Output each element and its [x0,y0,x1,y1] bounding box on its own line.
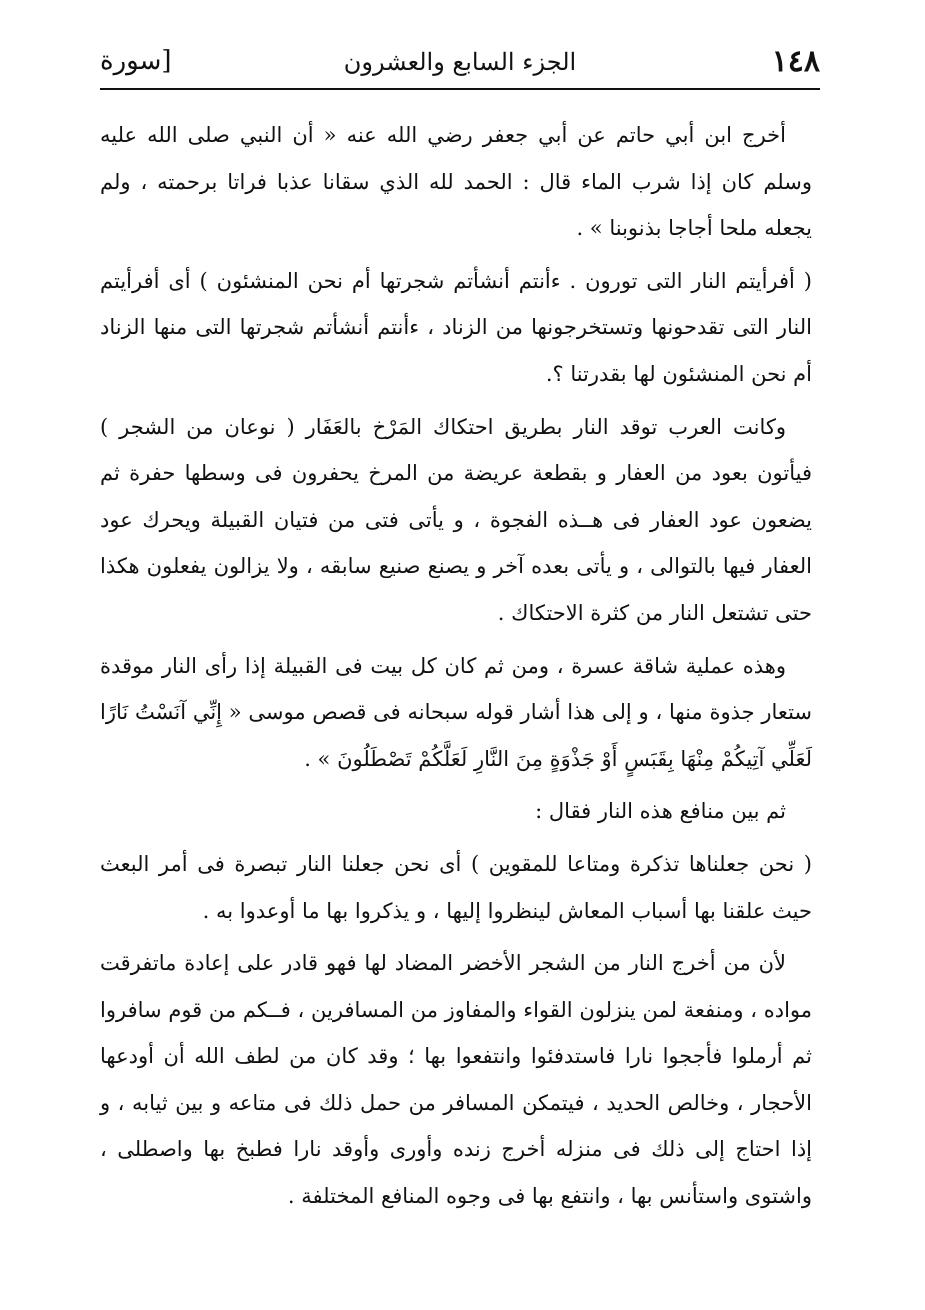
paragraph-verse-reminder: ( نحن جعلناها تذكرة ومتاعا للمقوين ) أى نحن جعلنا النار تبصرة فى أمر البعث حيث علقنا بها أسباب المعاش لينظروا إليها ، و يذكروا بها ما أوعدوا به . [100,851,812,923]
paragraph-arab-fire: وكانت العرب توقد النار بطريق احتكاك المَرْخ بالعَفَار ( نوعان من الشجر ) فيأتون بعود من العفار و بقطعة عريضة من المرخ يحفرون فى وسطها حفرة ثم يضعون عود العفار فى هــذه الفجوة ، و يأتى فتى من فتيان القبيلة ويحرك عود العفار فيها بالتوالى ، و يأتى بعده آخر و يصنع صنيع سابقه ، ولا يزالون يفعلون هكذا حتى تشتعل النار من كثرة الاحتكاك . [100,414,812,625]
paragraph-explanation: لأن من أخرج النار من الشجر الأخضر المضاد لها فهو قادر على إعادة ماتفرقت مواده ، ومنفعة لمن ينزلون القواء والمفاوز من المسافرين ، فــكم من قوم سافروا ثم أرملوا فأججوا نارا فاستدفئوا وانتفعوا بها ؛ وقد كان من لطف الله أن أودعها الأحجار ، وخالص الحديد ، فيتمكن المسافر من حمل ذلك فى متاعه و بين ثيابه ، و إذا احتاج إلى ذلك فى منزله أخرج زنده وأورى وأوقد نارا فطبخ بها واصطلى ، واشتوى واستأنس بها ، وانتفع بها فى وجوه المنافع المختلفة . [100,951,812,1209]
paragraph-hard-process: وهذه عملية شاقة عسرة ، ومن ثم كان كل بيت فى القبيلة إذا رأى النار موقدة ستعار جذوة منها ، و إلى هذا أشار قوله سبحانه فى قصص موسى « إِنِّي آنَسْتُ نَارًا لَعَلِّي آتِيكُمْ مِنْهَا بِقَبَسٍ أَوْ جَذْوَةٍ مِنَ النَّارِ لَعَلَّكُمْ تَصْطَلُونَ » . [100,653,812,771]
paragraph-hadith: أخرج ابن أبي حاتم عن أبي جعفر رضي الله عنه « أن النبي صلى الله عليه وسلم كان إذا شرب الماء قال : الحمد لله الذي سقانا عذبا فراتا برحمته ، ولم يجعله ملحا أجاجا بذنوبنا » . [100,123,812,241]
paragraph-verse-fire: ( أفرأيتم النار التى تورون . ءأنتم أنشأتم شجرتها أم نحن المنشئون ) أى أفرأيتم النار التى تقدحونها وتستخرجونها من الزناد ، ءأنتم أنشأتم شجرتها التى منها الزناد أم نحن المنشئون لها بقدرتنا ؟. [100,268,812,386]
paragraph-benefits-intro: ثم بين منافع هذه النار فقال : [535,799,786,824]
running-title: الجزء السابع والعشرون [343,48,577,76]
page-body [100,112,812,1226]
header-rule [100,88,820,90]
page-number: ١٤٨ [771,44,820,79]
surah-label: [سورة [100,46,172,76]
page-header [100,40,820,90]
